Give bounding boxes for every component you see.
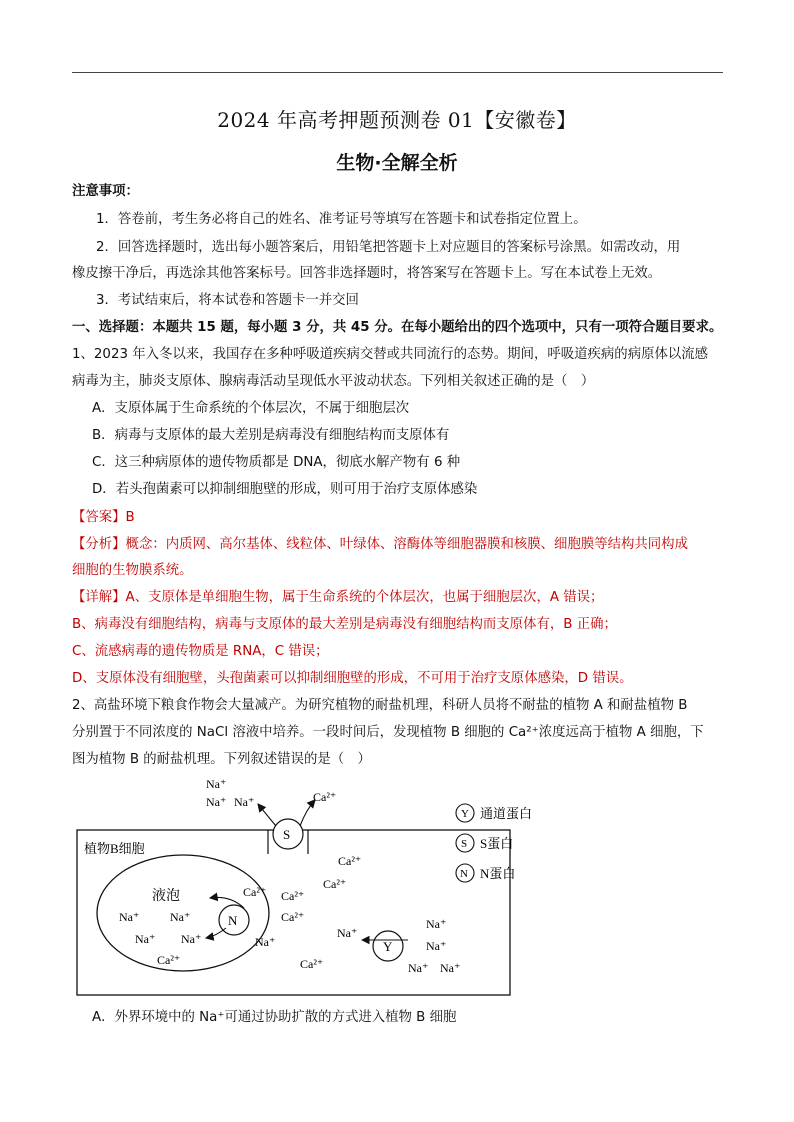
svg-text:Na⁺: Na⁺ — [440, 961, 461, 975]
svg-text:Y: Y — [461, 808, 469, 820]
svg-text:Na⁺: Na⁺ — [234, 795, 255, 809]
q1-detail-a: 【详解】A、支原体是单细胞生物，属于生命系统的个体层次，也属于细胞层次，A 错误； — [72, 590, 604, 605]
vacuole-label: 液泡 — [152, 889, 180, 904]
q2-stem-2: 分别置于不同浓度的 NaCl 溶液中培养。一段时间后，发现植物 B 细胞的 Ca²⁺浓度远高于植物 A 细胞，下 — [72, 725, 704, 740]
n-protein-label: N — [228, 913, 238, 928]
q1-stem-2: 病毒为主，肺炎支原体、腺病毒活动呈现低水平波动状态。下列相关叙述正确的是（ ） — [72, 374, 595, 389]
svg-text:Na⁺: Na⁺ — [135, 932, 156, 946]
svg-text:Ca²⁺: Ca²⁺ — [281, 910, 305, 924]
q1-detail-d: D、支原体没有细胞壁，头孢菌素可以抑制细胞壁的形成，不可用于治疗支原体感染，D 错误。 — [72, 671, 633, 686]
q1-answer: 【答案】B — [72, 510, 135, 525]
svg-text:Na⁺: Na⁺ — [181, 932, 202, 946]
legend-s-protein: S蛋白 — [480, 836, 514, 851]
q2-stem-3: 图为植物 B 的耐盐机理。下列叙述错误的是（ ） — [72, 752, 371, 767]
q1-option-d: D．若头孢菌素可以抑制细胞壁的形成，则可用于治疗支原体感染 — [92, 482, 478, 497]
svg-text:Na⁺: Na⁺ — [337, 926, 358, 940]
svg-text:Na⁺: Na⁺ — [206, 777, 227, 791]
q1-stem-1: 1、2023 年入冬以来，我国存在多种呼吸道疾病交替或共同流行的态势。期间，呼吸道疾病的病原体以流感 — [72, 347, 709, 362]
svg-text:Na⁺: Na⁺ — [119, 910, 140, 924]
notice-heading: 注意事项： — [72, 184, 139, 199]
legend-n-protein: N蛋白 — [480, 866, 516, 881]
svg-text:Na⁺: Na⁺ — [255, 935, 276, 949]
s-na-out-arrow — [258, 804, 276, 826]
section-heading: 一、选择题：本题共 15 题，每小题 3 分，共 45 分。在每小题给出的四个选项中，只有一项符合题目要求。 — [72, 320, 723, 335]
notice-item-2-cont: 橡皮擦干净后，再选涂其他答案标号。回答非选择题时，将答案写在答题卡上。写在本试卷上无效。 — [72, 266, 662, 281]
q2-option-a: A．外界环境中的 Na⁺可通过协助扩散的方式进入植物 B 细胞 — [92, 1010, 457, 1025]
q2-stem-1: 2、高盐环境下粮食作物会大量减产。为研究植物的耐盐机理，科研人员将不耐盐的植物 A 和耐盐植物 B — [72, 698, 688, 713]
cell-label: 植物B细胞 — [84, 841, 145, 856]
notice-item-1: 1．答卷前，考生务必将自己的姓名、准考证号等填写在答题卡和试卷指定位置上。 — [96, 212, 587, 227]
svg-text:Ca²⁺: Ca²⁺ — [157, 953, 181, 967]
svg-text:N: N — [460, 868, 468, 880]
svg-text:Ca²⁺: Ca²⁺ — [323, 877, 347, 891]
ions-in-cytoplasm — [281, 854, 361, 971]
q1-analysis-1: 【分析】概念：内质网、高尔基体、线粒体、叶绿体、溶酶体等细胞器膜和核膜、细胞膜等结构共同构成 — [72, 537, 688, 552]
svg-text:Ca²⁺: Ca²⁺ — [300, 957, 324, 971]
svg-text:Na⁺: Na⁺ — [426, 917, 447, 931]
svg-text:Na⁺: Na⁺ — [206, 795, 227, 809]
q1-option-c: C．这三种病原体的遗传物质都是 DNA，彻底水解产物有 6 种 — [92, 455, 461, 470]
q1-option-b: B．病毒与支原体的最大差别是病毒没有细胞结构而支原体有 — [92, 428, 450, 443]
svg-text:Ca²⁺: Ca²⁺ — [281, 889, 305, 903]
q1-option-a: A．支原体属于生命系统的个体层次，不属于细胞层次 — [92, 401, 410, 416]
q1-detail-b: B、病毒没有细胞结构，病毒与支原体的最大差别是病毒没有细胞结构而支原体有，B 正确； — [72, 617, 617, 632]
header-rule — [72, 72, 723, 73]
svg-text:Na⁺: Na⁺ — [408, 961, 429, 975]
svg-text:S: S — [461, 838, 468, 850]
ions-in-vacuole — [119, 910, 201, 967]
q1-detail-c: C、流感病毒的遗传物质是 RNA，C 错误； — [72, 644, 329, 659]
s-protein-label: S — [283, 827, 291, 842]
q1-analysis-2: 细胞的生物膜系统。 — [72, 563, 193, 578]
svg-text:Ca²⁺: Ca²⁺ — [313, 790, 337, 804]
notice-item-3: 3．考试结束后，将本试卷和答题卡一并交回 — [96, 293, 359, 308]
svg-text:Ca²⁺: Ca²⁺ — [243, 885, 267, 899]
legend-channel-protein: 通道蛋白 — [480, 806, 533, 821]
svg-text:Na⁺: Na⁺ — [426, 939, 447, 953]
figure-legend — [456, 804, 532, 882]
svg-text:Ca²⁺: Ca²⁺ — [338, 854, 362, 868]
salt-tolerance-figure — [0, 770, 794, 1005]
page-title: 2024 年高考押题预测卷 01【安徽卷】 — [217, 108, 577, 132]
svg-text:Na⁺: Na⁺ — [170, 910, 191, 924]
page-subtitle: 生物·全解全析 — [336, 152, 458, 174]
y-protein-label: Y — [383, 939, 393, 954]
notice-item-2: 2．回答选择题时，选出每小题答案后，用铅笔把答题卡上对应题目的答案标号涂黑。如需改动，用 — [96, 240, 681, 255]
